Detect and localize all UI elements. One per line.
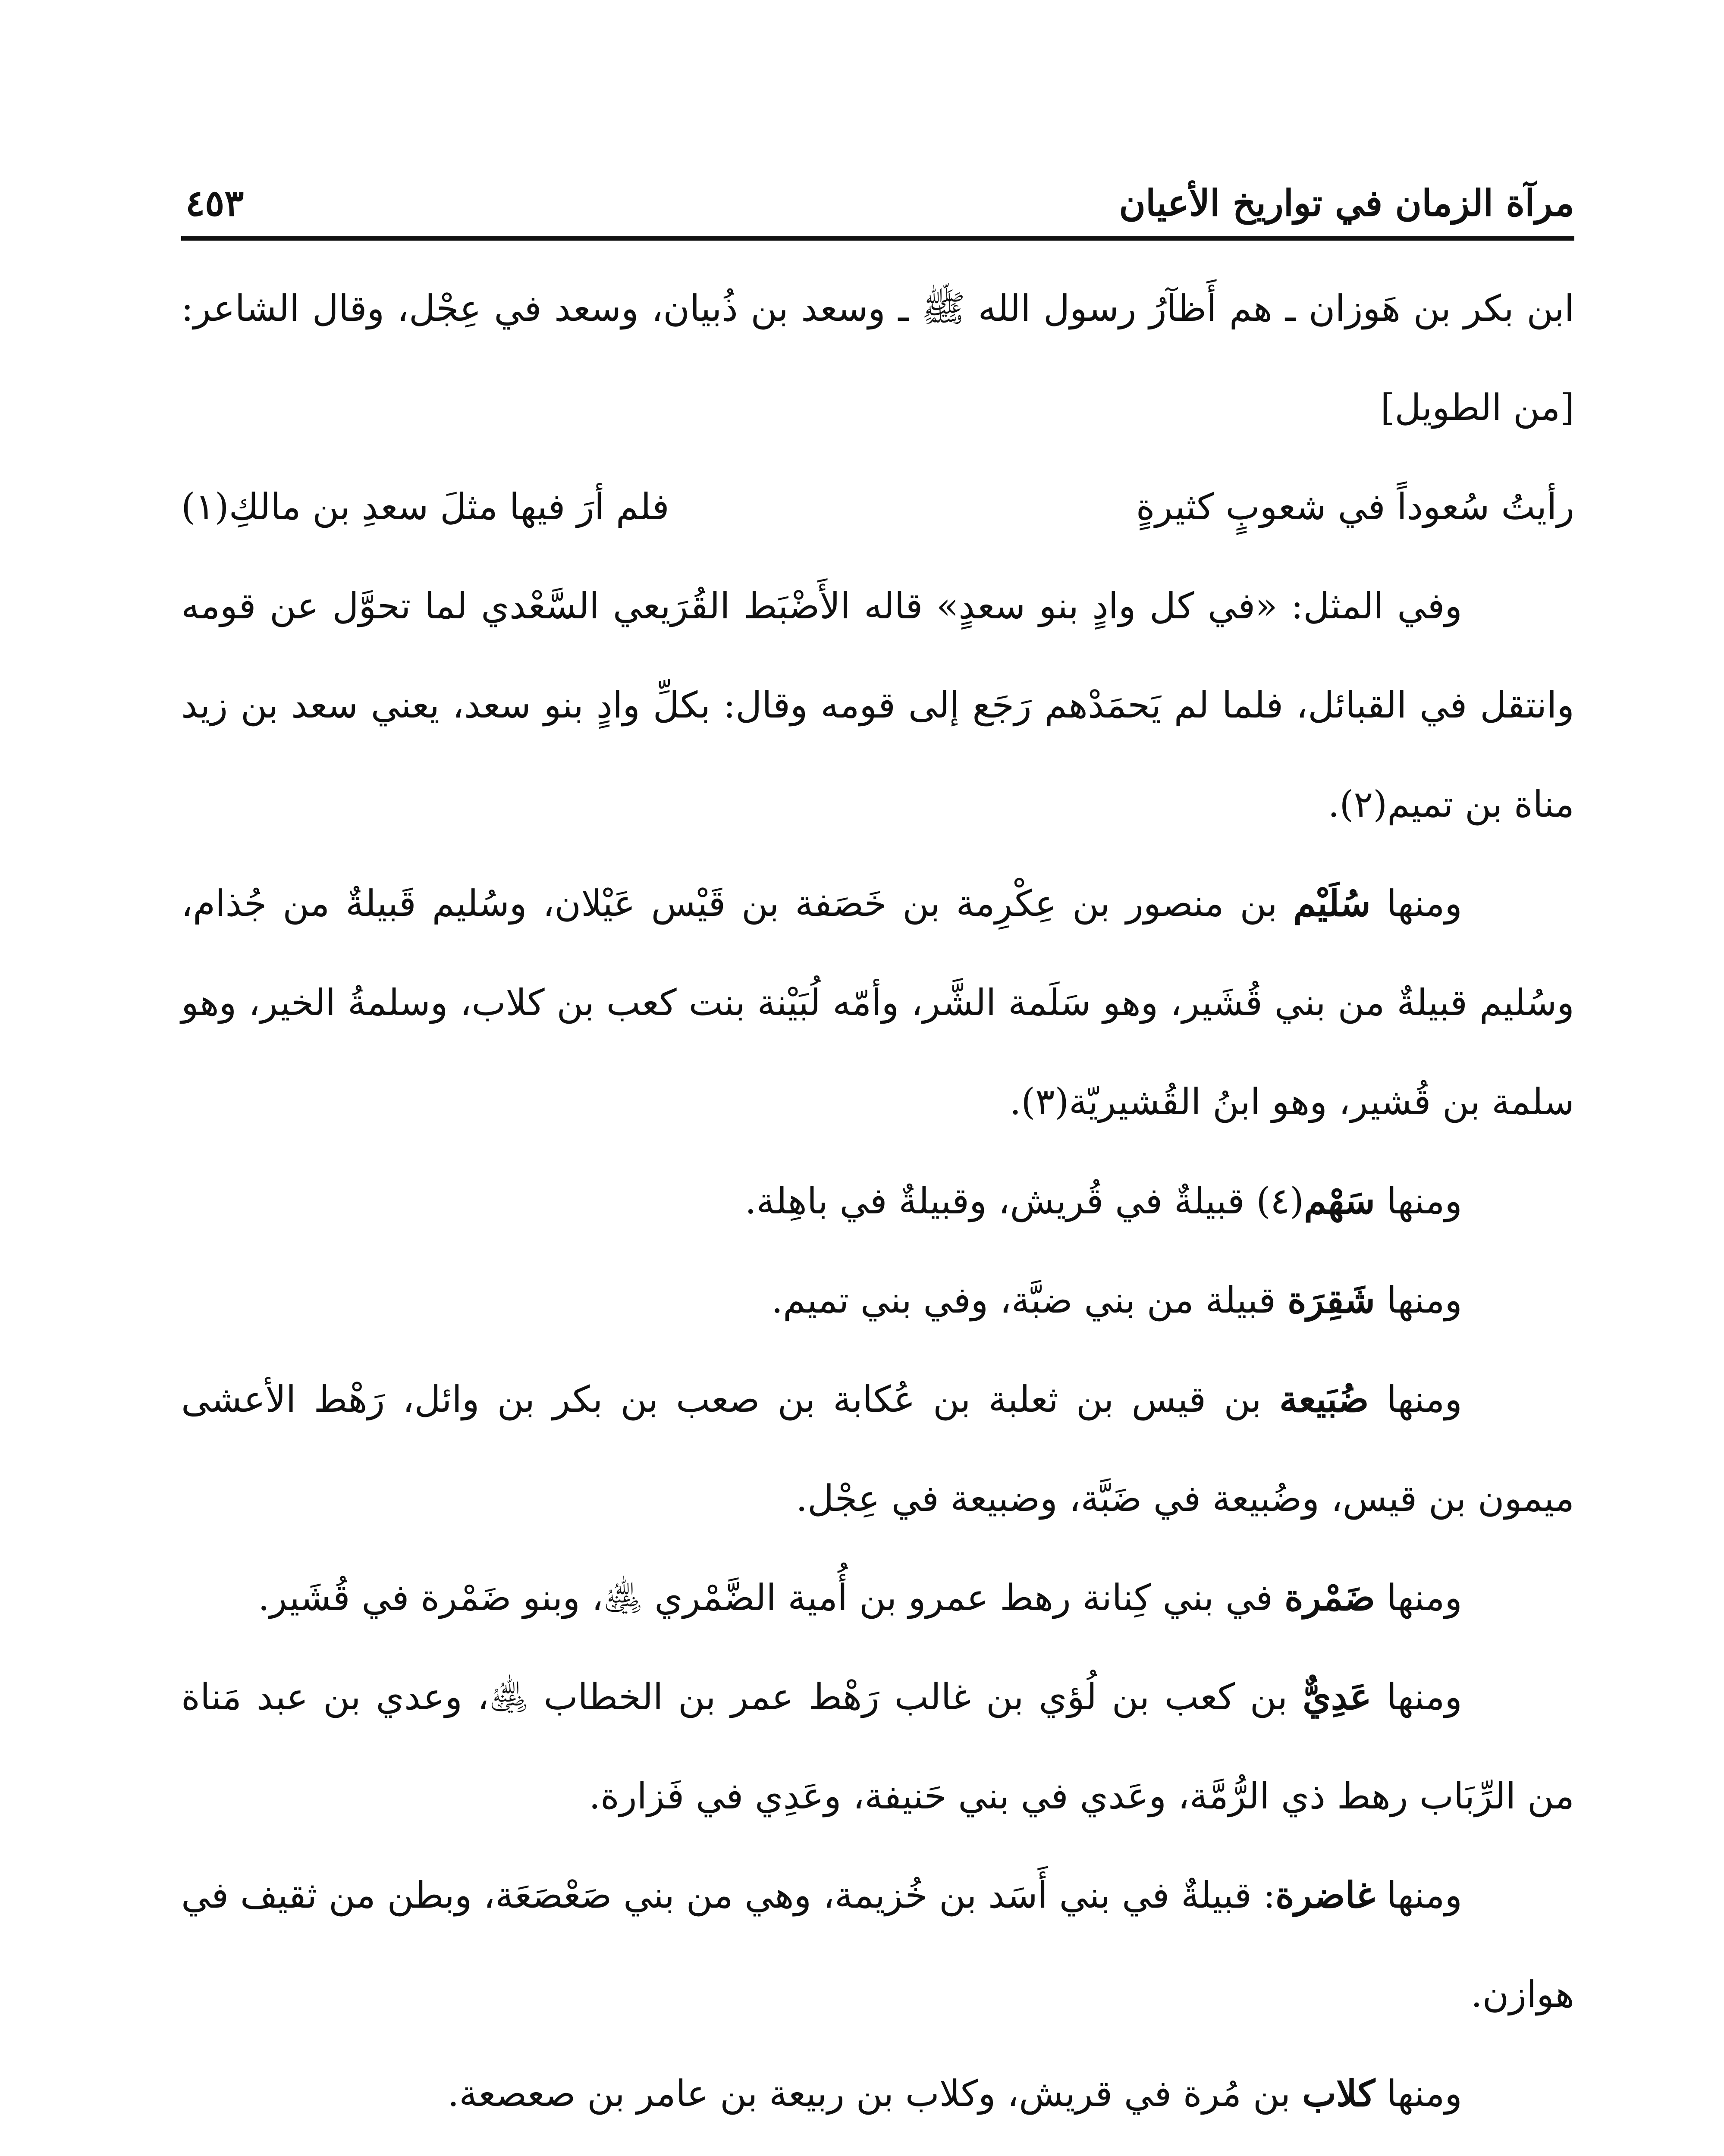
poetry-verse xyxy=(181,457,1574,556)
entry-text: قبيلة من بني ضبَّة، وفي بني تميم. xyxy=(771,1279,1288,1321)
entry-term: ضُبَيعة xyxy=(1279,1378,1369,1420)
paragraph-11 xyxy=(181,2143,1574,2156)
main-text xyxy=(181,259,1574,2156)
entry-text: بن منصور بن عِكْرِمة بن خَصَفة بن قَيْس عَيْلان، وسُليم قَبيلةٌ من جُذام، وسُليم قبيلةٌ من بني قُشَير، وهو سَلَمة الشَّر، وأمّه لُبَيْنة بنت كعب بن كلاب، وسلمةُ الخير، وهو سلمة بن قُشير، وهو ابنُ القُشيريّة(٣). xyxy=(181,882,1574,1123)
book-title: مرآة الزمان في تواريخ الأعيان xyxy=(1119,182,1574,224)
lead-text: ومنها xyxy=(1375,1576,1462,1619)
paragraph-4 xyxy=(181,1151,1574,1250)
lead-text: ومنها xyxy=(1375,2072,1462,2115)
entry-term: شَقِرَة xyxy=(1287,1279,1375,1321)
lead-text: ومنها xyxy=(1371,1676,1462,1718)
paragraph-2: وفي المثل: «في كل وادٍ بنو سعدٍ» قاله الأَضْبَط القُرَيعي السَّعْدي لما تحوَّل عن قومه وانتقل في القبائل، فلما لم يَحمَدْهم رَجَع إلى قومه وقال: بكلِّ وادٍ بنو سعد، يعني سعد بن زيد مناة بن تميم(٢). xyxy=(181,585,1574,825)
paragraph-7 xyxy=(181,1548,1574,1647)
lead-text: ومنها xyxy=(1375,1279,1462,1321)
entry-term: سَهْم xyxy=(1304,1179,1375,1222)
entry-text: (٤) قبيلةٌ في قُريش، وقبيلةٌ في باهِلة. xyxy=(744,1180,1304,1222)
paragraph-3 xyxy=(181,854,1574,1151)
lead-text: ومنها xyxy=(1369,1378,1462,1420)
entry-term: عَدِيٌّ xyxy=(1302,1675,1372,1718)
verse-first-hemistich: رأيتُ سُعوداً في شعوبٍ كثيرةٍ xyxy=(1136,486,1574,528)
entry-term: كلاب xyxy=(1302,2072,1375,2115)
verse-second-hemistich: فلم أرَ فيها مثلَ سعدِ بن مالكِ(١) xyxy=(181,486,669,528)
lead-text: ومنها xyxy=(1375,1180,1462,1222)
paragraph-5 xyxy=(181,1250,1574,1350)
paragraph-9 xyxy=(181,1846,1574,2044)
paragraph-1: ابن بكر بن هَوزان ـ هم أَظآرُ رسول الله ﷺ ـ وسعد بن ذُبيان، وسعد في عِجْل، وقال الشاعر: [من الطويل] xyxy=(181,287,1574,429)
entry-text: في بني كِنانة رهط عمرو بن أُمية الضَّمْري ﵁، وبنو ضَمْرة في قُشَير. xyxy=(258,1576,1284,1619)
header-rule xyxy=(181,236,1574,241)
entry-text: بن مُرة في قريش، وكلاب بن ربيعة بن عامر بن صعصعة. xyxy=(447,2072,1302,2115)
paragraph-8 xyxy=(181,1647,1574,1846)
lead-text: ومنها xyxy=(1375,1874,1463,1916)
entry-text: بن قيس بن ثعلبة بن عُكابة بن صعب بن بكر بن وائل، رَهْط الأعشى ميمون بن قيس، وضُبيعة في ضَبَّة، وضبيعة في عِجْل. xyxy=(181,1378,1574,1520)
entry-term: سُلَيْم xyxy=(1293,882,1371,924)
paragraph-10 xyxy=(181,2044,1574,2143)
entry-text: : قبيلةٌ في بني أَسَد بن خُزيمة، وهي من بني صَعْصَعَة، وبطن من ثقيف في هوازن. xyxy=(181,1874,1574,2015)
paragraph-6 xyxy=(181,1350,1574,1548)
lead-text: ومنها xyxy=(1370,882,1463,924)
entry-term: ضَمْرة xyxy=(1284,1576,1375,1619)
entry-text: بن كعب بن لُؤي بن غالب رَهْط عمر بن الخطاب ﵁، وعدي بن عبد مَناة من الرِّبَاب رهط ذي الرُّمَّة، وعَدي في بني حَنيفة، وعَدِي في فَزارة. xyxy=(181,1676,1574,1817)
page-number: ٤٥٣ xyxy=(185,182,244,224)
entry-term: غاضرة xyxy=(1275,1874,1375,1916)
running-header xyxy=(185,151,1574,224)
